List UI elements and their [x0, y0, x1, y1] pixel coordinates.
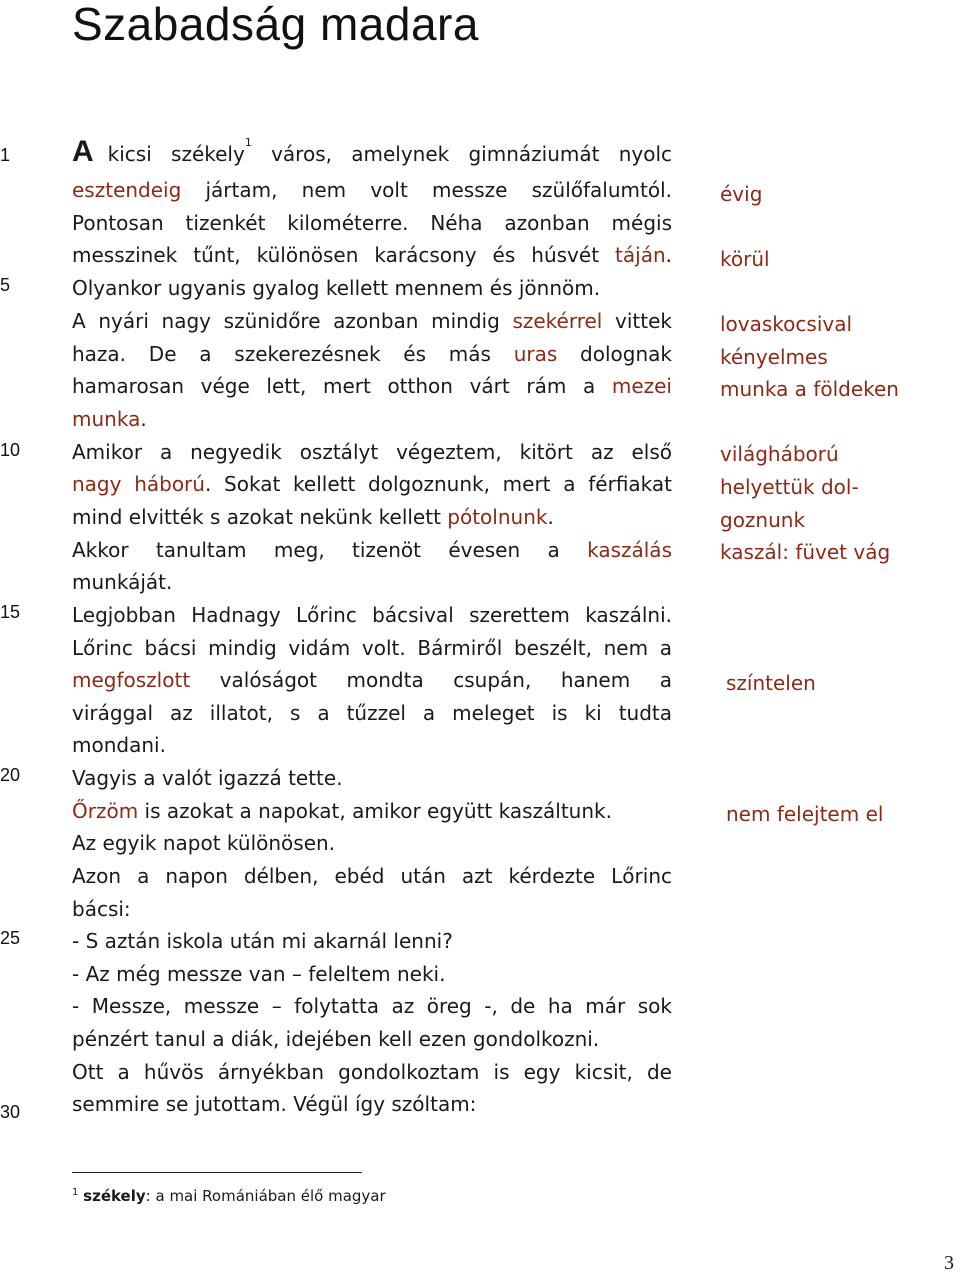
footnote-term: székely	[83, 1187, 146, 1205]
page-title: Szabadság madara	[72, 0, 479, 50]
glossed-word: megfoszlott	[72, 668, 191, 692]
gloss: kényelmes	[720, 345, 828, 369]
glossed-word: szekérrel	[512, 309, 603, 333]
text-line: Lőrinc bácsi mindig vidám volt. Bármiről beszélt, nem a	[72, 636, 672, 660]
text-line: mondani.	[72, 733, 166, 757]
line-number: 1	[0, 145, 11, 165]
text-line: A nyári nagy szünidőre azonban mindig szekérrel vittek	[72, 309, 672, 333]
gloss: világháború	[720, 442, 839, 466]
glossed-word: nagy háború	[72, 472, 205, 496]
line-number: 10	[0, 440, 21, 460]
footnote-ref: 1	[244, 136, 252, 149]
gloss: évig	[720, 182, 763, 206]
text-line: Pontosan tizenkét kilométerre. Néha azonban mégis	[72, 211, 672, 235]
text-line: bácsi:	[72, 897, 131, 921]
glossed-word: táján	[615, 243, 666, 267]
gloss: színtelen	[726, 671, 816, 695]
text-line: megfoszlott valóságot mondta csupán, hanem a	[72, 668, 672, 692]
text-line: messzinek tűnt, különösen karácsony és húsvét táján.	[72, 243, 672, 267]
text-line: Az egyik napot különösen.	[72, 831, 336, 855]
glossed-word: pótolnunk	[447, 505, 548, 529]
gloss: lovaskocsival	[720, 312, 853, 336]
text-line: munkáját.	[72, 570, 173, 594]
glossed-word: mezei	[611, 374, 672, 398]
line-number: 5	[0, 275, 11, 295]
line-number: 30	[0, 1102, 21, 1122]
glossed-word: kaszálás	[587, 538, 672, 562]
text-line: pénzért tanul a diák, idejében kell ezen gondolkozni.	[72, 1027, 600, 1051]
glossed-word: esztendeig	[72, 178, 182, 202]
text-line: Olyankor ugyanis gyalog kellett mennem és jönnöm.	[72, 276, 601, 300]
text-line: nagy háború. Sokat kellett dolgoznunk, mert a férfiakat	[72, 472, 672, 496]
text-line: - Messze, messze – folytatta az öreg -, de ha már sok	[72, 994, 672, 1018]
text-line: Amikor a negyedik osztályt végeztem, kitört az első	[72, 440, 672, 464]
text-line: Vagyis a valót igazzá tette.	[72, 766, 343, 790]
text-line: - Az még messze van – feleltem neki.	[72, 962, 446, 986]
text-line: semmire se jutottam. Végül így szóltam:	[72, 1092, 477, 1116]
gloss: munka a földeken	[720, 377, 899, 401]
text-line: Ott a hűvös árnyékban gondolkoztam is egy kicsit, de	[72, 1060, 672, 1084]
glossed-word: munka	[72, 407, 141, 431]
footnote-separator	[72, 1172, 362, 1173]
text-line: haza. De a szekerezésnek és más uras dolognak	[72, 342, 672, 366]
text-line: virággal az illatot, s a tűzzel a meleget is ki tudta	[72, 701, 672, 725]
text-line: Legjobban Hadnagy Lőrinc bácsival szerettem kaszálni.	[72, 603, 672, 627]
page-number: 3	[944, 1252, 954, 1274]
line-number: 25	[0, 928, 21, 948]
text-line: esztendeig jártam, nem volt messze szülőfalumtól.	[72, 178, 672, 202]
text-line: Azon a napon délben, ebéd után azt kérdezte Lőrinc	[72, 864, 672, 888]
text-line: Akkor tanultam meg, tizenöt évesen a kaszálás	[72, 538, 672, 562]
line-number: 20	[0, 765, 21, 785]
glossed-word: uras	[513, 342, 558, 366]
text-line: Akicsi székely$^1$ város, amelynek gimnáziumát nyolc	[72, 135, 672, 168]
drop-cap: A	[72, 135, 94, 168]
text-line: - S aztán iskola után mi akarnál lenni?	[72, 929, 453, 953]
gloss: helyettük dol-	[720, 475, 859, 499]
gloss: nem felejtem el	[726, 802, 884, 826]
text-line: hamarosan vége lett, mert otthon várt rám a mezei	[72, 374, 672, 398]
text-line: mind elvitték s azokat nekünk kellett pótolnunk.	[72, 505, 554, 529]
line-number: 15	[0, 602, 21, 622]
text-line: Őrzöm is azokat a napokat, amikor együtt kaszáltunk.	[72, 799, 612, 823]
glossed-word: Őrzöm	[72, 799, 139, 823]
gloss: kaszál: füvet vág	[720, 540, 891, 564]
text-line: munka.	[72, 407, 147, 431]
footnote: $^1$ székely: a mai Romániában élő magyar	[72, 1187, 386, 1205]
gloss: körül	[720, 247, 770, 271]
gloss: goznunk	[720, 508, 806, 532]
